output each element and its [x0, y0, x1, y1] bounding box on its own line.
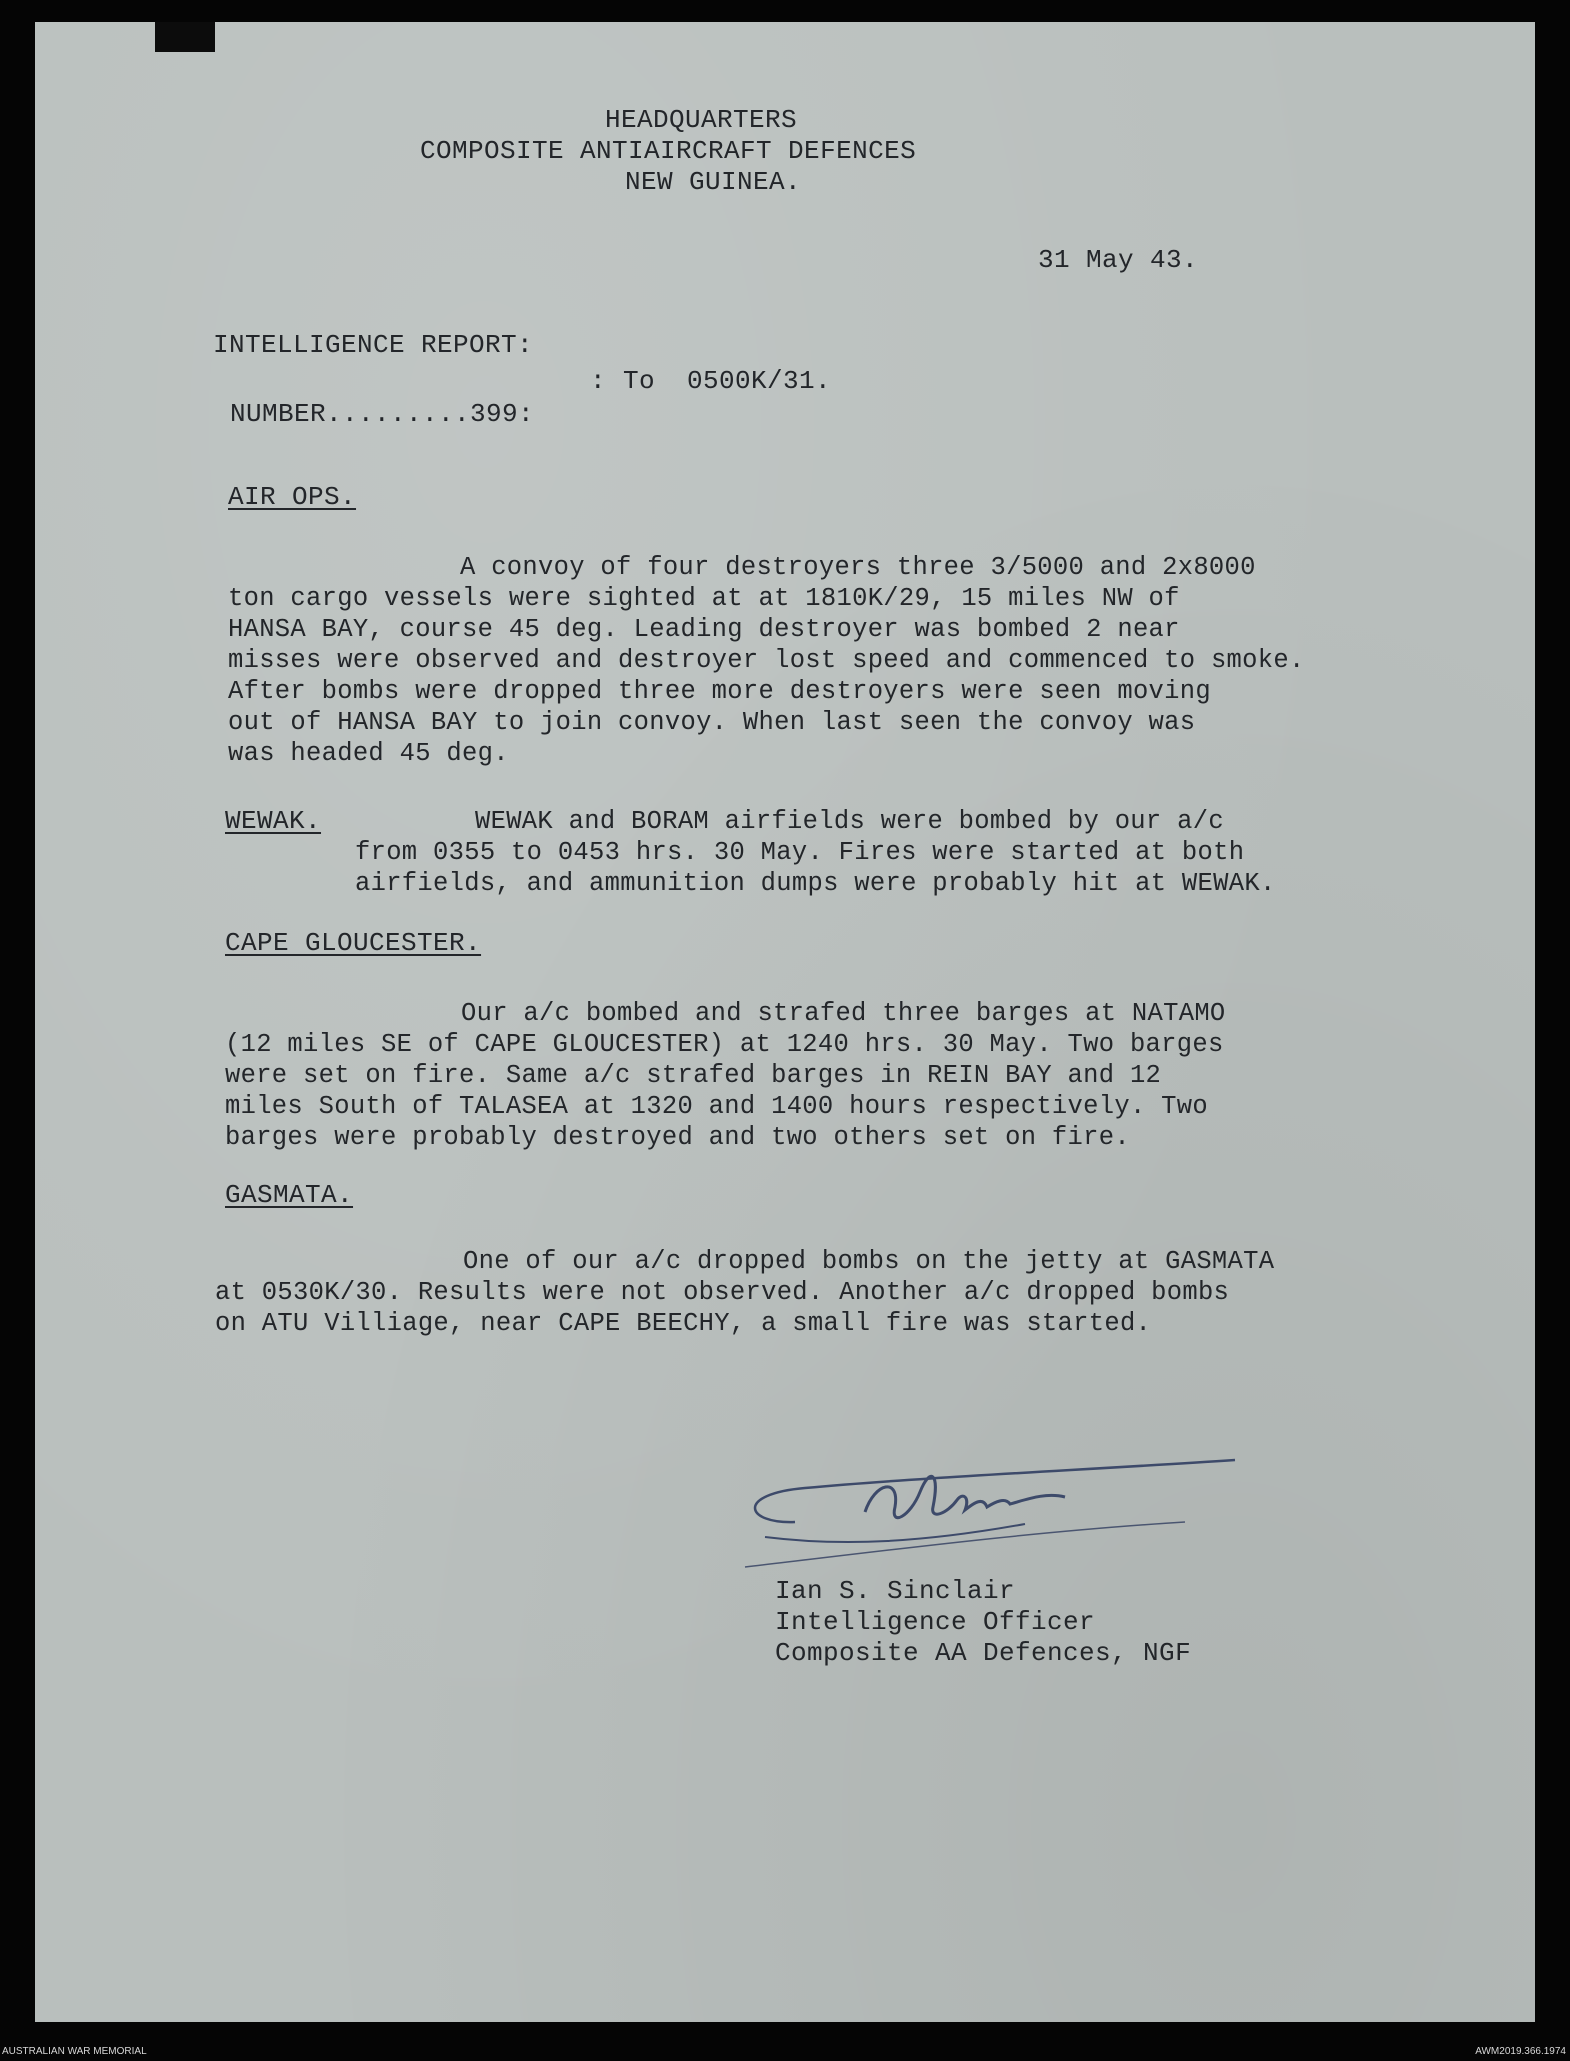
paragraph-line: Our a/c bombed and strafed three barges at NATAMO — [461, 999, 1226, 1028]
report-date: 31 May 43. — [1038, 245, 1199, 275]
footer-accession-number: AWM2019.366.1974 — [1475, 2046, 1566, 2057]
footer-institution: AUSTRALIAN WAR MEMORIAL — [2, 2046, 147, 2057]
paragraph-line: (12 miles SE of CAPE GLOUCESTER) at 1240 hrs. 30 May. Two barges — [225, 1030, 1224, 1059]
paragraph-line: from 0355 to 0453 hrs. 30 May. Fires were started at both — [355, 838, 1245, 867]
gasmata-paragraph — [215, 1246, 1274, 1339]
paragraph-line: airfields, and ammunition dumps were probably hit at WEWAK. — [355, 869, 1276, 898]
paragraph-line: misses were observed and destroyer lost speed and commenced to smoke. — [228, 646, 1305, 675]
report-number: NUMBER.........399: — [230, 399, 535, 429]
paragraph-line: out of HANSA BAY to join convoy. When last seen the convoy was — [228, 708, 1196, 737]
signatory-unit: Composite AA Defences, NGF — [775, 1638, 1192, 1668]
handwritten-signature — [725, 1452, 1245, 1572]
report-colon: : — [590, 366, 607, 396]
paragraph-line: on ATU Villiage, near CAPE BEECHY, a small fire was started. — [215, 1309, 1152, 1338]
paragraph-line: After bombs were dropped three more destroyers were seen moving — [228, 677, 1211, 706]
tape-mark — [155, 22, 215, 52]
report-period: To 0500K/31. — [623, 366, 832, 396]
paragraph-line: One of our a/c dropped bombs on the jetty at GASMATA — [463, 1247, 1275, 1276]
paragraph-line: miles South of TALASEA at 1320 and 1400 hours respectively. Two — [225, 1092, 1208, 1121]
letterhead-line-3: NEW GUINEA. — [625, 167, 802, 197]
letterhead-line-2: COMPOSITE ANTIAIRCRAFT DEFENCES — [420, 136, 917, 166]
section-heading-air-ops: AIR OPS. — [228, 482, 357, 512]
section-heading-wewak: WEWAK. — [225, 806, 322, 836]
letterhead-line-1: HEADQUARTERS — [605, 105, 798, 135]
section-heading-gasmata: GASMATA. — [225, 1180, 354, 1210]
signatory-name: Ian S. Sinclair — [775, 1576, 1016, 1606]
paragraph-line: barges were probably destroyed and two others set on fire. — [225, 1123, 1130, 1152]
report-title: INTELLIGENCE REPORT: — [213, 330, 534, 360]
paragraph-line: A convoy of four destroyers three 3/5000 and 2x8000 — [460, 553, 1256, 582]
paragraph-line: ton cargo vessels were sighted at at 1810K/29, 15 miles NW of — [228, 584, 1180, 613]
air-ops-paragraph — [228, 552, 1305, 769]
paragraph-line: was headed 45 deg. — [228, 739, 509, 768]
cape-gloucester-paragraph — [225, 998, 1226, 1153]
paragraph-line: were set on fire. Same a/c strafed barges in REIN BAY and 12 — [225, 1061, 1162, 1090]
wewak-paragraph — [355, 806, 1276, 899]
signatory-title: Intelligence Officer — [775, 1607, 1096, 1637]
paragraph-line: HANSA BAY, course 45 deg. Leading destroyer was bombed 2 near — [228, 615, 1180, 644]
paragraph-line: WEWAK and BORAM airfields were bombed by our a/c — [475, 807, 1224, 836]
paragraph-line: at 0530K/30. Results were not observed. Another a/c dropped bombs — [215, 1278, 1230, 1307]
document-page — [35, 22, 1535, 2022]
section-heading-cape-gloucester: CAPE GLOUCESTER. — [225, 928, 482, 958]
